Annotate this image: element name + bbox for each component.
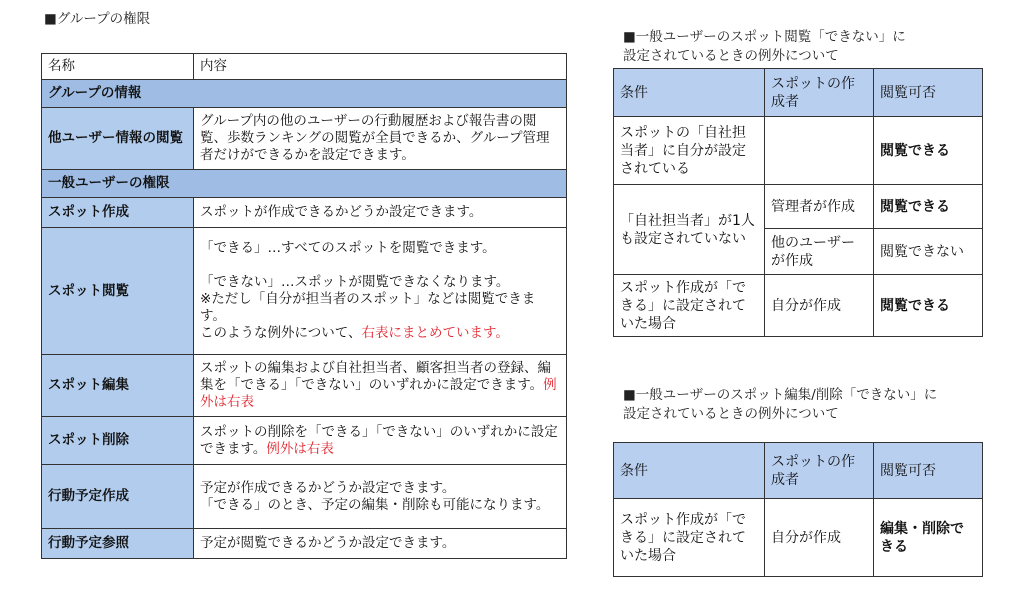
table-row xyxy=(42,529,567,559)
row-desc xyxy=(194,465,567,529)
row-name: スポット閲覧 xyxy=(42,228,194,355)
section-general-user: 一般ユーザーの権限 xyxy=(42,170,567,198)
desc-line: ※ただし「自分が担当者のスポット」などは閲覧できます。 xyxy=(200,291,536,324)
group-permission-table xyxy=(41,53,567,559)
desc-line: 「できる」…すべてのスポットを閲覧できます。 xyxy=(200,240,496,256)
cell-creator: 自分が作成 xyxy=(765,499,874,577)
cell-result: 閲覧できない xyxy=(874,229,983,275)
heading-line: 設定されているときの例外について xyxy=(623,406,839,422)
row-desc xyxy=(194,417,567,465)
row-desc: グループ内の他のユーザーの行動履歴および報告書の閲覧、歩数ランキングの閲覧が全員できるか、グループ管理者だけができるかを設定できます。 xyxy=(194,108,567,170)
table-row xyxy=(42,228,567,355)
row-name: 行動予定作成 xyxy=(42,465,194,529)
right2-heading xyxy=(623,386,937,424)
table-row xyxy=(42,198,567,228)
row-desc: スポットが作成できるかどうか設定できます。 xyxy=(194,198,567,228)
row-name: スポット編集 xyxy=(42,355,194,417)
cell-creator xyxy=(765,117,874,185)
right1-heading xyxy=(623,28,906,66)
cell-creator: 他のユーザーが作成 xyxy=(765,229,874,275)
heading-line: ■一般ユーザーのスポット閲覧「できない」に xyxy=(623,29,906,45)
desc-text: このような例外について、 xyxy=(200,325,362,341)
header-content: 内容 xyxy=(194,54,567,80)
table-header-row xyxy=(614,443,983,499)
table-row xyxy=(614,117,983,185)
header-result: 閲覧可否 xyxy=(874,69,983,117)
heading-line: ■一般ユーザーのスポット編集/削除「できない」に xyxy=(623,387,938,403)
row-name: 行動予定参照 xyxy=(42,529,194,559)
cell-condition: スポット作成が「できる」に設定されていた場合 xyxy=(614,499,765,577)
desc-text: スポットの編集および自社担当者、顧客担当者の登録、編集を「できる」「できない」のいずれかに設定できます。 xyxy=(200,360,551,393)
cell-creator: 管理者が作成 xyxy=(765,185,874,229)
header-condition: 条件 xyxy=(614,69,765,117)
row-name: 他ユーザー情報の閲覧 xyxy=(42,108,194,170)
table-header-row xyxy=(614,69,983,117)
edit-exception-table xyxy=(613,442,983,577)
cell-result: 閲覧できる xyxy=(874,185,983,229)
cell-result: 閲覧できる xyxy=(874,275,983,337)
desc-line: 「できない」…スポットが閲覧できなくなります。 xyxy=(200,274,510,290)
header-creator: スポットの作成者 xyxy=(765,69,874,117)
header-result: 閲覧可否 xyxy=(874,443,983,499)
desc-line: 「できる」のとき、予定の編集・削除も可能になります。 xyxy=(200,496,550,513)
desc-line: 予定が作成できるかどうか設定できます。 xyxy=(200,479,456,496)
left-heading: ■グループの権限 xyxy=(44,11,151,27)
cell-condition: 「自社担当者」が1人も設定されていない xyxy=(614,185,765,275)
table-row xyxy=(614,185,983,229)
header-name: 名称 xyxy=(42,54,194,80)
desc-red-note: 右表にまとめています。 xyxy=(361,325,509,341)
section-group-info: グループの情報 xyxy=(42,80,567,108)
cell-result: 編集・削除できる xyxy=(874,499,983,577)
heading-line: 設定されているときの例外について xyxy=(623,48,839,64)
table-header-row xyxy=(42,54,567,80)
table-row xyxy=(614,499,983,577)
header-condition: 条件 xyxy=(614,443,765,499)
cell-result: 閲覧できる xyxy=(874,117,983,185)
cell-condition: スポットの「自社担当者」に自分が設定されている xyxy=(614,117,765,185)
view-exception-table xyxy=(613,68,983,337)
table-row xyxy=(42,355,567,417)
section-row xyxy=(42,170,567,198)
row-name: スポット削除 xyxy=(42,417,194,465)
row-desc: 予定が閲覧できるかどうか設定できます。 xyxy=(194,529,567,559)
table-row xyxy=(42,108,567,170)
cell-condition: スポット作成が「できる」に設定されていた場合 xyxy=(614,275,765,337)
table-row xyxy=(614,275,983,337)
row-desc xyxy=(194,355,567,417)
row-name: スポット作成 xyxy=(42,198,194,228)
table-row xyxy=(42,417,567,465)
desc-text: スポットの削除を「できる」「できない」のいずれかに設定できます。 xyxy=(200,423,558,457)
desc-line xyxy=(200,325,560,342)
section-row xyxy=(42,80,567,108)
header-creator: スポットの作成者 xyxy=(765,443,874,499)
table-row xyxy=(42,465,567,529)
desc-red-note: 例外は右表 xyxy=(266,440,334,457)
cell-creator: 自分が作成 xyxy=(765,275,874,337)
desc-red-note: 例外は右表 xyxy=(200,377,557,410)
row-desc xyxy=(194,228,567,355)
